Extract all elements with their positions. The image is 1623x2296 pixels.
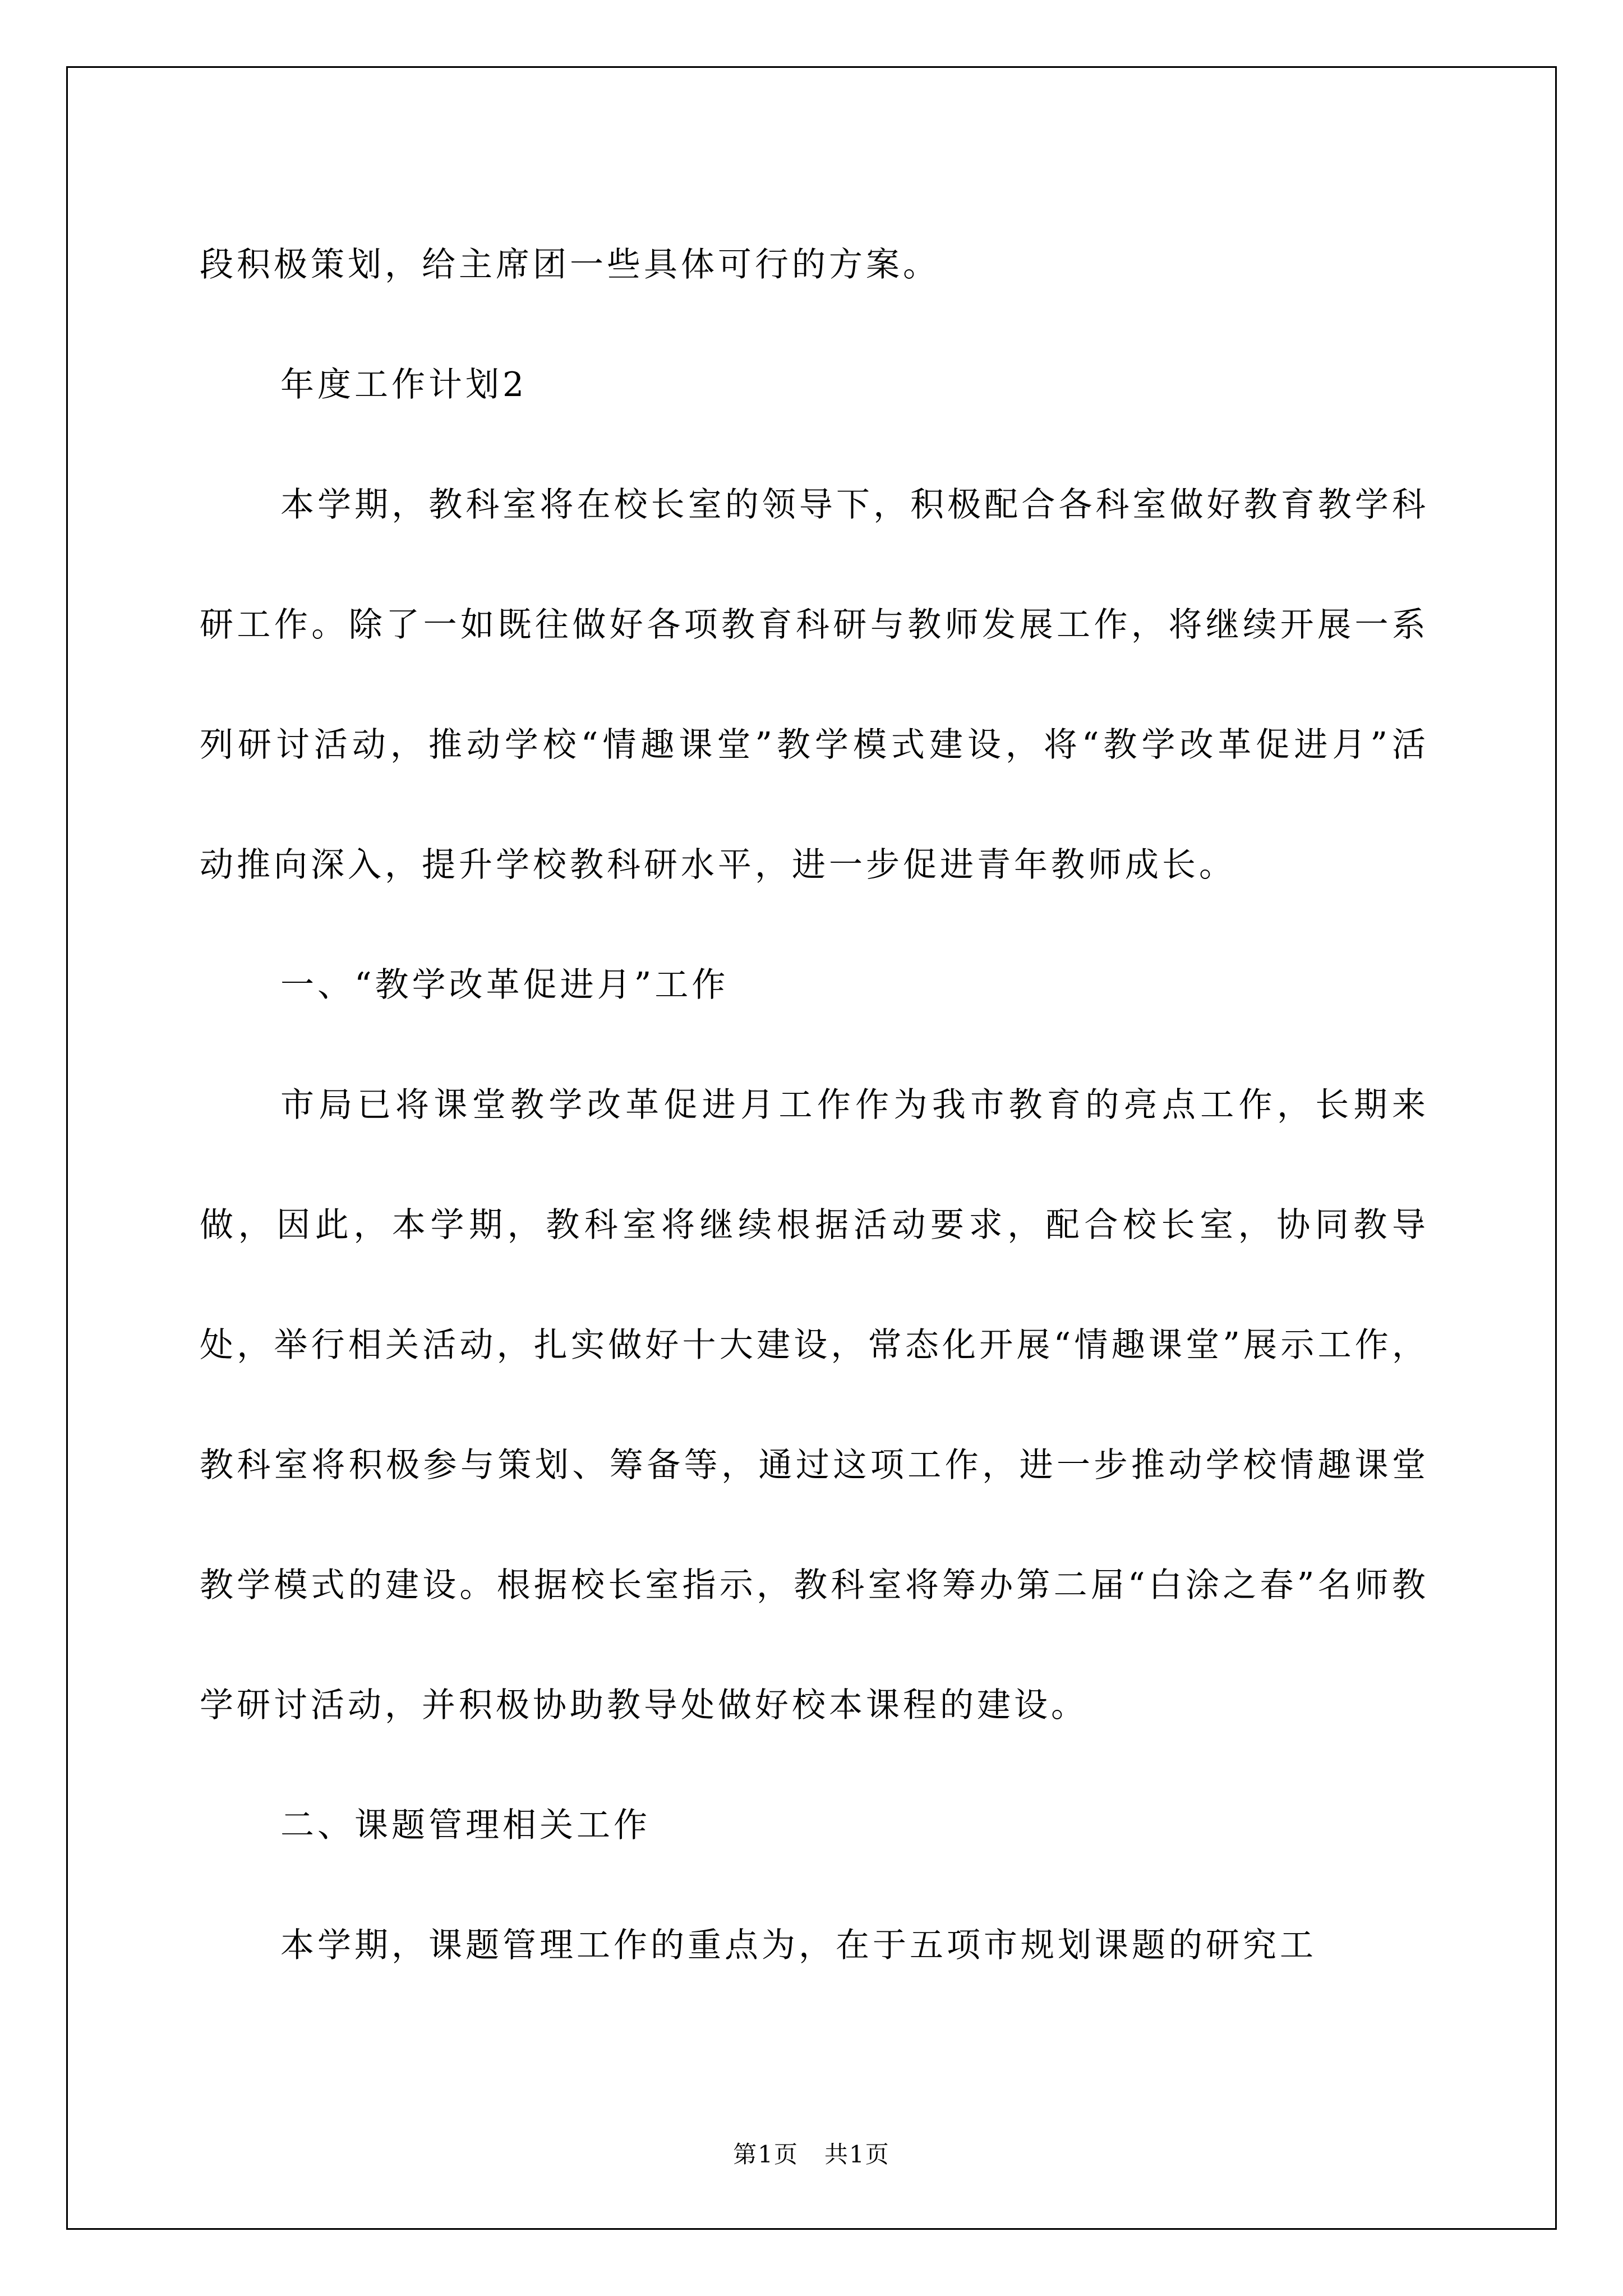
section-heading-2: 二、课题管理相关工作 bbox=[280, 1806, 651, 1845]
paragraph-continuation: 段积极策划，给主席团一些具体可行的方案。 bbox=[200, 245, 940, 284]
page-footer bbox=[0, 2136, 1623, 2170]
section-heading-1: 一、“教学改革促进月”工作 bbox=[280, 965, 729, 1005]
paragraph-intro: 本学期，教科室将在校长室的领导下，积极配合各科室做好教育教学科研工作。除了一如既往做好各项教育科研与教师发展工作，将继续开展一系列研讨活动，推动学校“情趣课堂”教学模式建设，将“教学改革促进月”活动推向深入，提升学校教科研水平，进一步促进青年教师成长。 bbox=[200, 485, 1429, 885]
page-number-current: 第1页 bbox=[733, 2141, 799, 2168]
document-body bbox=[200, 205, 1429, 2005]
section-heading-plan-2: 年度工作计划2 bbox=[280, 365, 528, 404]
paragraph-section-1: 市局已将课堂教学改革促进月工作作为我市教育的亮点工作，长期来做，因此，本学期，教科室将继续根据活动要求，配合校长室，协同教导处，举行相关活动，扎实做好十大建设，常态化开展“情趣课堂”展示工作，教科室将积极参与策划、筹备等，通过这项工作，进一步推动学校情趣课堂教学模式的建设。根据校长室指示，教科室将筹办第二届“白涂之春”名师教学研讨活动，并积极协助教导处做好校本课程的建设。 bbox=[200, 1085, 1429, 1725]
footer-spacer bbox=[799, 2141, 824, 2168]
page-number-total: 共1页 bbox=[824, 2141, 890, 2168]
paragraph-section-2: 本学期，课题管理工作的重点为，在于五项市规划课题的研究工 bbox=[280, 1926, 1317, 1965]
